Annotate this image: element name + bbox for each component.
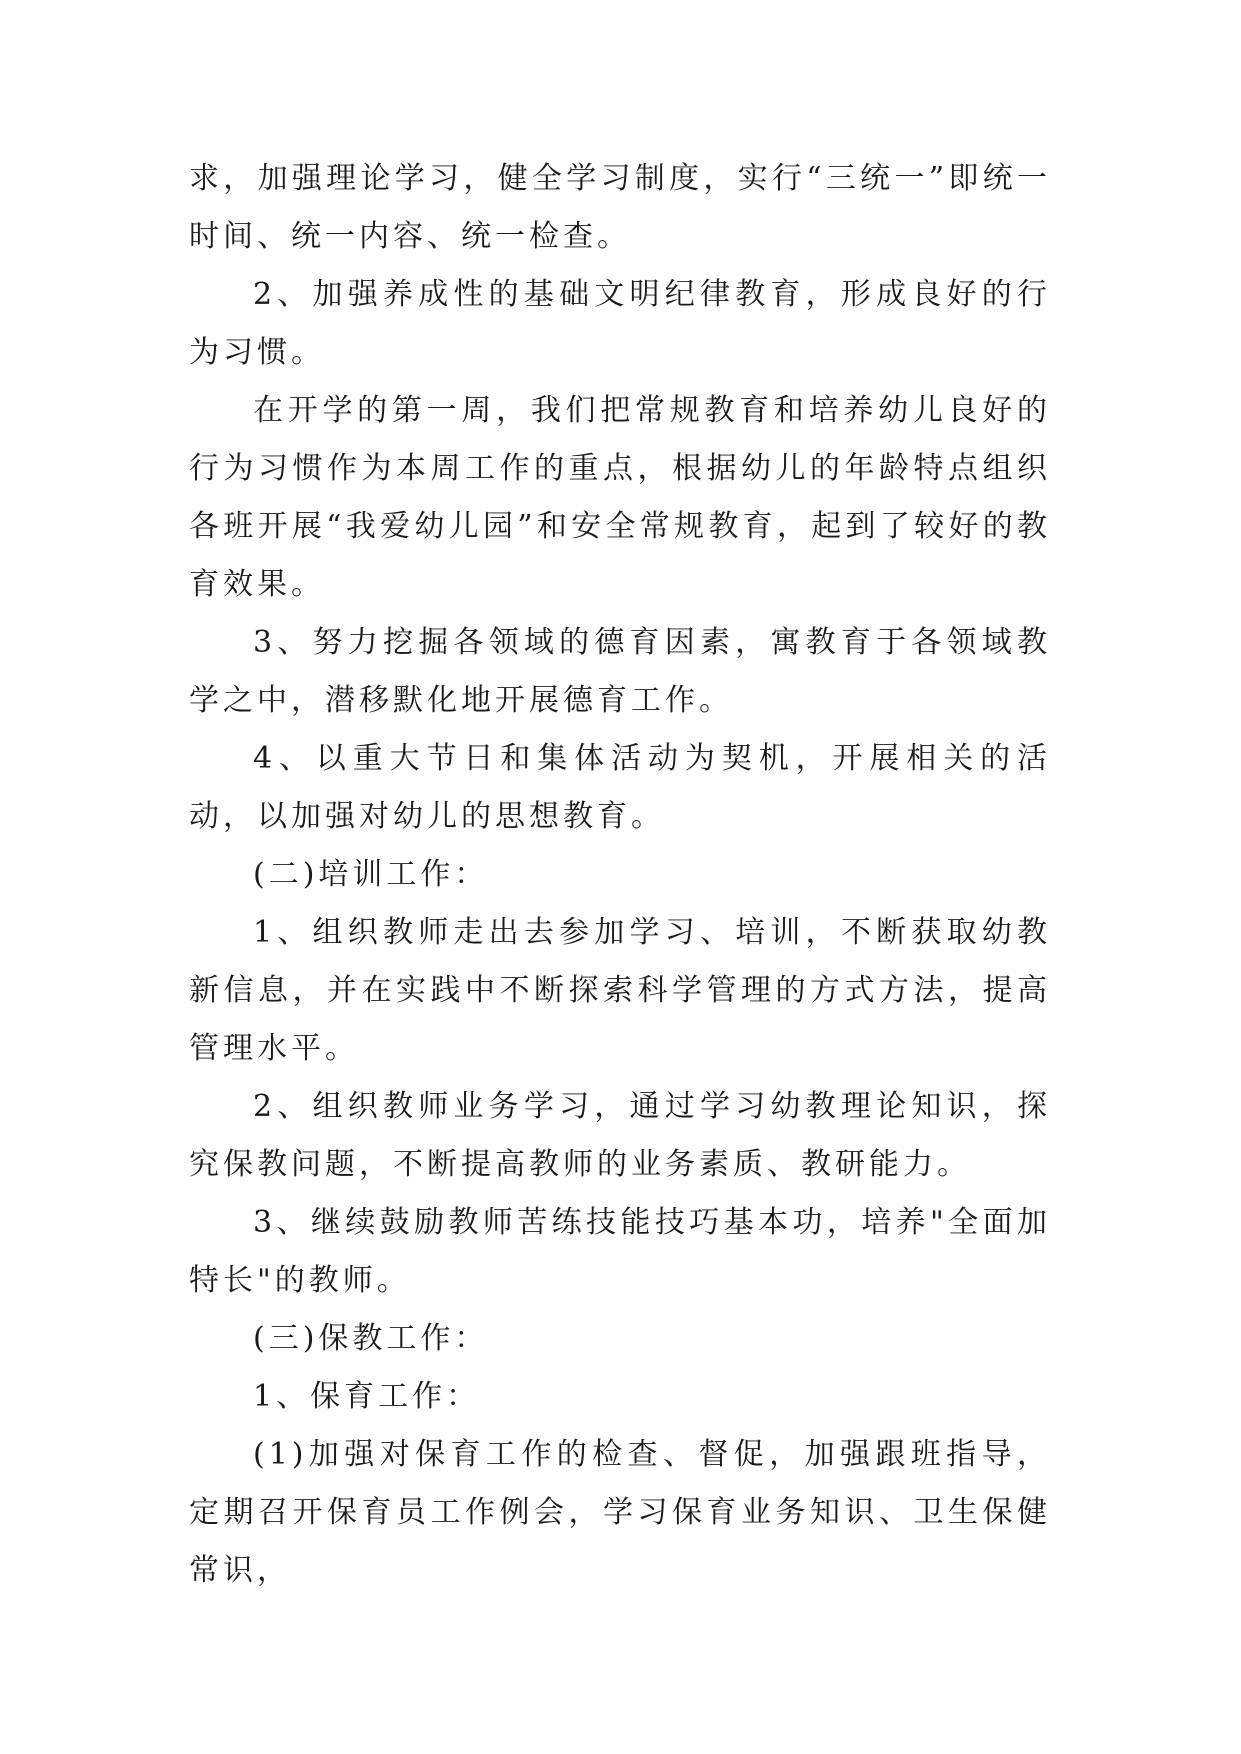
- paragraph: 4、以重大节日和集体活动为契机，开展相关的活动，以加强对幼儿的思想教育。: [189, 741, 1051, 834]
- paragraph: 在开学的第一周，我们把常规教育和培养幼儿良好的行为习惯作为本周工作的重点，根据幼儿的年龄特点组织各班开展“我爱幼儿园”和安全常规教育，起到了较好的教育效果。: [189, 393, 1051, 602]
- paragraph: 1、组织教师走出去参加学习、培训，不断获取幼教新信息，并在实践中不断探索科学管理的方式方法，提高管理水平。: [189, 915, 1051, 1066]
- paragraph: 求，加强理论学习，健全学习制度，实行“三统一”即统一时间、统一内容、统一检查。: [189, 161, 1051, 254]
- section-heading: (三)保教工作：: [253, 1321, 489, 1356]
- paragraph: 2、组织教师业务学习，通过学习幼教理论知识，探究保教问题，不断提高教师的业务素质、教研能力。: [189, 1089, 1051, 1182]
- paragraph: 3、努力挖掘各领域的德育因素，寓教育于各领域教学之中，潜移默化地开展德育工作。: [189, 625, 1051, 718]
- subsection-heading: 1、保育工作：: [253, 1379, 481, 1414]
- document-page: [189, 150, 1051, 1600]
- section-heading: (二)培训工作：: [253, 857, 489, 892]
- paragraph: (1)加强对保育工作的检查、督促，加强跟班指导，定期召开保育员工作例会，学习保育业务知识、卫生保健常识，: [189, 1437, 1051, 1588]
- paragraph: 3、继续鼓励教师苦练技能技巧基本功，培养"全面加特长"的教师。: [189, 1205, 1051, 1298]
- paragraph: 2、加强养成性的基础文明纪律教育，形成良好的行为习惯。: [189, 277, 1051, 370]
